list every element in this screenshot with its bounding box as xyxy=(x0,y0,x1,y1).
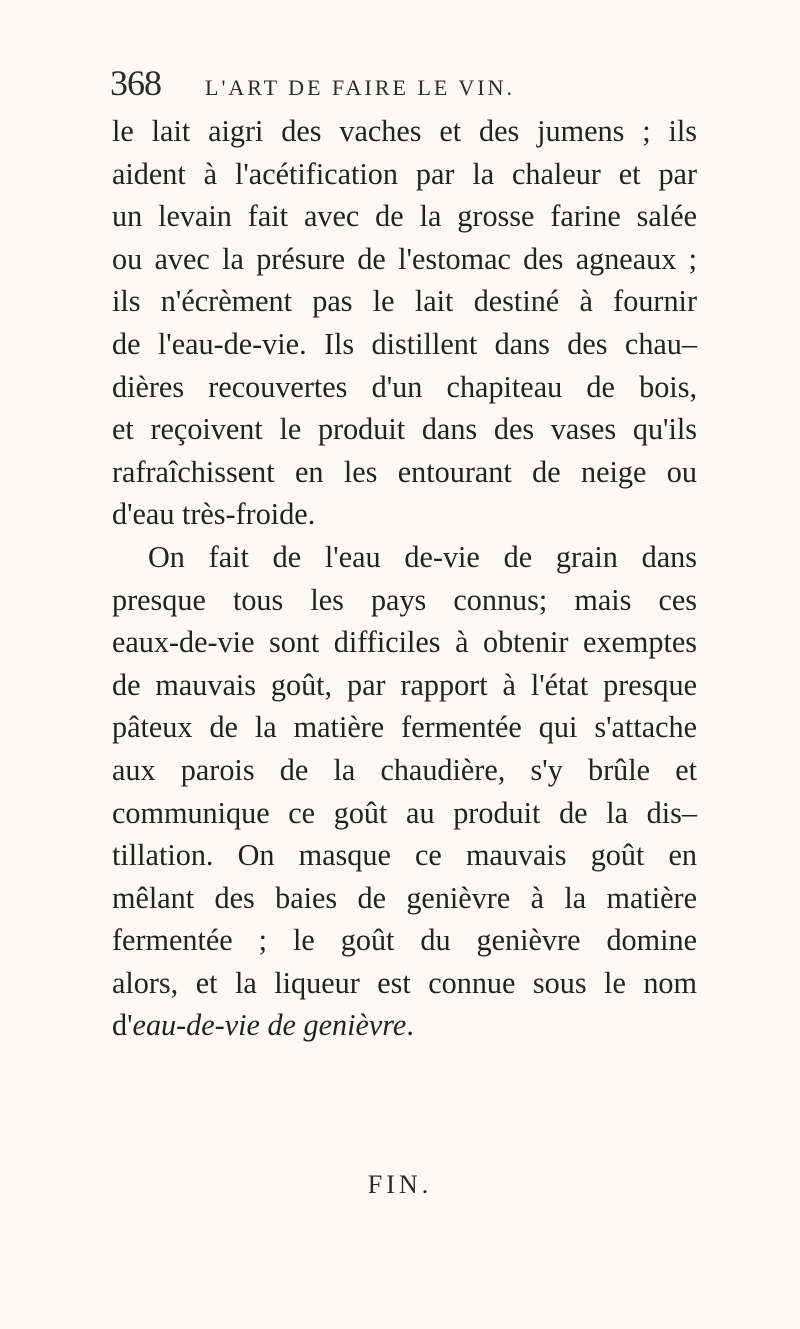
text-line: rafraîchissent en les entourant de neige ou xyxy=(112,454,697,489)
final-prefix: d' xyxy=(112,1008,133,1043)
text-line: tillation. On masque ce mauvais goût en xyxy=(112,838,697,873)
text-line: presque tous les pays connus; mais ces xyxy=(112,582,697,617)
text-line: un levain fait avec de la grosse farine salée xyxy=(112,199,697,234)
text-line: communique ce goût au produit de la dis– xyxy=(112,795,697,830)
paragraph-1 xyxy=(112,110,697,536)
body-text xyxy=(112,110,697,1047)
page-header xyxy=(110,62,710,112)
running-head: L'ART DE FAIRE LE VIN. xyxy=(205,75,516,100)
text-line: pâteux de la matière fermentée qui s'attache xyxy=(112,710,697,745)
text-line-final xyxy=(112,1004,697,1047)
final-italic-term: eau-de-vie de genièvre xyxy=(132,1008,407,1043)
text-line: de mauvais goût, par rapport à l'état presque xyxy=(112,667,697,702)
text-line: mêlant des baies de genièvre à la matière xyxy=(112,880,697,915)
text-line: eaux-de-vie sont difficiles à obtenir exemptes xyxy=(112,625,697,660)
paragraph-2 xyxy=(112,536,697,1047)
text-line: ou avec la présure de l'estomac des agneaux ; xyxy=(112,241,697,276)
final-suffix: . xyxy=(406,1008,414,1043)
end-marker: FIN. xyxy=(367,1170,433,1199)
page-number: 368 xyxy=(110,63,161,103)
text-line: fermentée ; le goût du genièvre domine xyxy=(112,923,697,958)
text-line: dières recouvertes d'un chapiteau de bois, xyxy=(112,369,697,404)
text-line: ils n'écrèment pas le lait destiné à fournir xyxy=(112,284,697,319)
text-line: le lait aigri des vaches et des jumens ; ils xyxy=(112,114,697,148)
text-line: de l'eau-de-vie. Ils distillent dans des chau– xyxy=(112,326,697,361)
text-line: aux parois de la chaudière, s'y brûle et xyxy=(112,752,697,787)
text-line: On fait de l'eau de-vie de grain dans xyxy=(148,539,697,574)
text-line: alors, et la liqueur est connue sous le nom xyxy=(112,965,697,1000)
text-line: aident à l'acétification par la chaleur et par xyxy=(112,156,697,191)
text-line: et reçoivent le produit dans des vases qu'ils xyxy=(112,412,697,447)
text-line: d'eau très-froide. xyxy=(112,497,316,532)
